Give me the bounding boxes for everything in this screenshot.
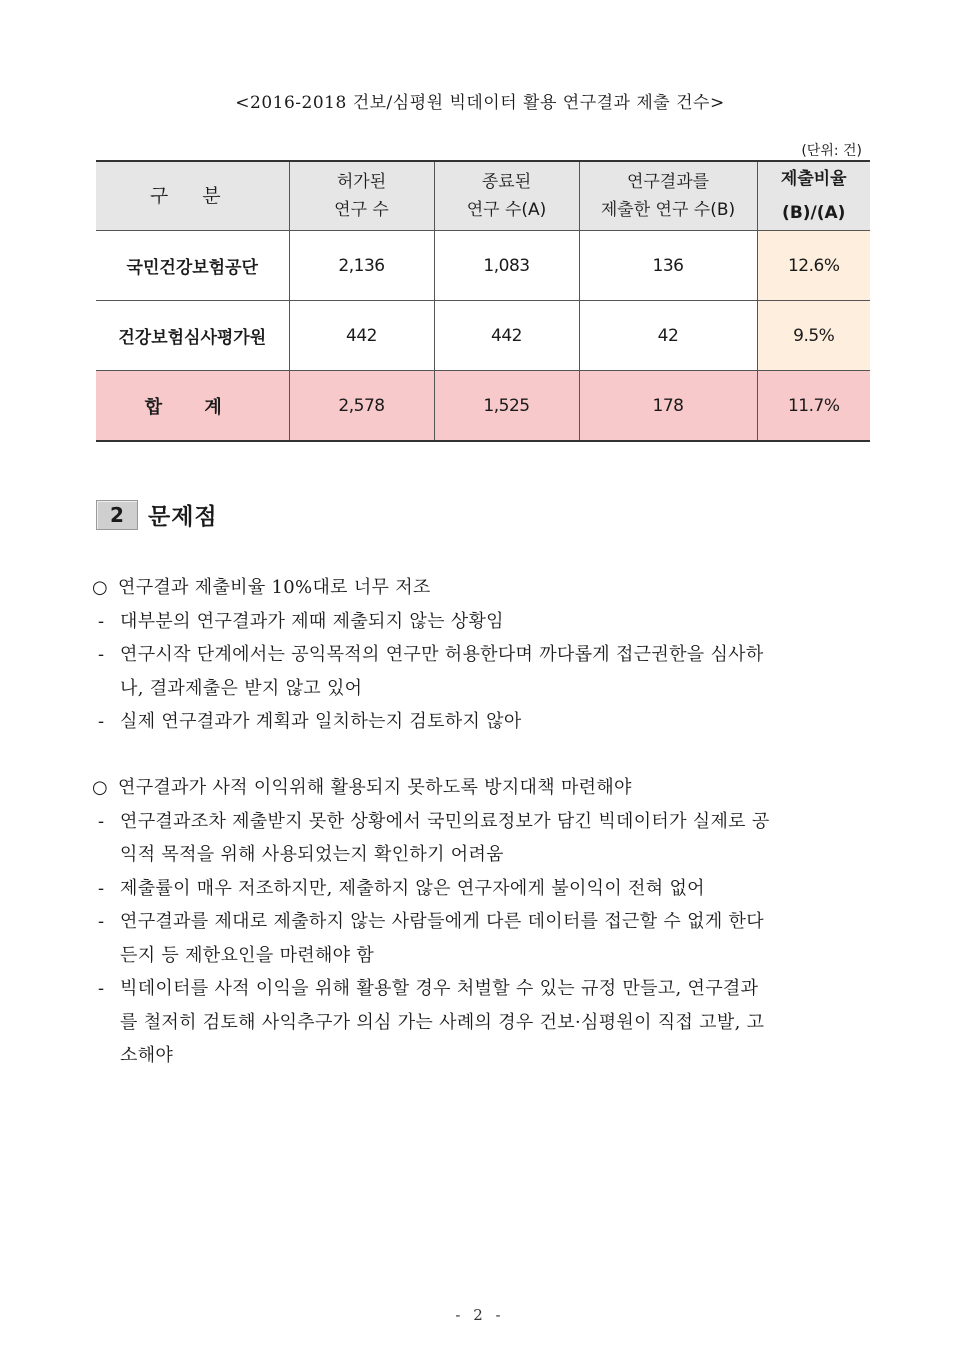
sub-bullet-continuation: 나, 결과제출은 받지 않고 있어 <box>120 677 363 699</box>
completed-count: 442 <box>434 301 579 371</box>
total-submitted: 178 <box>579 371 757 442</box>
permitted-count: 2,136 <box>289 231 434 301</box>
header-ratio <box>757 161 870 231</box>
header-completed <box>434 161 579 231</box>
submitted-count: 42 <box>579 301 757 371</box>
bullet-heading-text: 연구결과가 사적 이익위해 활용되지 못하도록 방지대책 마련해야 <box>118 777 632 798</box>
circle-bullet-icon: ○ <box>92 777 109 798</box>
sub-bullet <box>92 805 872 839</box>
header-permitted-line1: 허가된 <box>336 172 387 192</box>
dash-bullet-icon: - <box>98 711 105 732</box>
sub-bullet-text: 연구결과를 제대로 제출하지 않는 사람들에게 다른 데이터를 접근할 수 없게 한다 <box>120 911 764 932</box>
sub-bullet <box>92 972 872 1006</box>
header-completed-line1: 종료된 <box>481 172 532 192</box>
bullet-heading-text: 연구결과 제출비율 10%대로 너무 저조 <box>118 577 431 598</box>
submission-ratio: 9.5% <box>757 301 870 371</box>
dash-bullet-icon: - <box>98 911 105 932</box>
sub-bullet-continuation: 익적 목적을 위해 사용되었는지 확인하기 어려움 <box>120 844 504 865</box>
table-total-row <box>96 371 870 442</box>
issue-block-prevention <box>92 771 872 1073</box>
circle-bullet-icon: ○ <box>92 577 109 598</box>
sub-bullet-text: 실제 연구결과가 계획과 일치하는지 검토하지 않아 <box>120 711 522 732</box>
table-row <box>96 231 870 301</box>
research-results-table <box>96 160 870 442</box>
total-ratio: 11.7% <box>757 371 870 442</box>
header-ratio-line2: (B)/(A) <box>782 203 846 223</box>
header-completed-line2: 연구 수(A) <box>466 200 547 220</box>
dash-bullet-icon: - <box>98 810 105 832</box>
sub-bullet <box>92 638 872 672</box>
sub-bullet-continuation: 를 철저히 검토해 사익추구가 의심 가는 사례의 경우 건보·심평원이 직접 고발, 고 <box>120 1011 765 1033</box>
section-title: 문제점 <box>148 504 218 530</box>
sub-bullet-text: 연구결과조차 제출받지 못한 상황에서 국민의료정보가 담긴 빅데이터가 실제로 공 <box>120 810 770 832</box>
row-label: 건강보험심사평가원 <box>96 301 289 371</box>
permitted-count: 442 <box>289 301 434 371</box>
sub-bullet-text: 빅데이터를 사적 이익을 위해 활용할 경우 처벌할 수 있는 규정 만들고, 연구결과 <box>120 978 759 999</box>
sub-bullet <box>92 905 872 939</box>
sub-bullet <box>92 705 872 739</box>
total-completed: 1,525 <box>434 371 579 442</box>
header-submitted-line1: 연구결과를 <box>626 172 710 192</box>
sub-bullet-text: 대부분의 연구결과가 제때 제출되지 않는 상황임 <box>120 610 504 632</box>
row-label: 국민건강보험공단 <box>96 231 289 301</box>
page-number: - 2 - <box>455 1306 505 1324</box>
dash-bullet-icon: - <box>98 978 105 999</box>
section-number-badge: 2 <box>96 500 138 530</box>
total-label: 합 계 <box>96 371 289 442</box>
header-category <box>96 161 289 231</box>
sub-bullet-text: 연구시작 단계에서는 공익목적의 연구만 허용한다며 까다롭게 접근권한을 심사하 <box>120 644 764 665</box>
submitted-count: 136 <box>579 231 757 301</box>
submission-ratio: 12.6% <box>757 231 870 301</box>
table-caption: <2016-2018 건보/심평원 빅데이터 활용 연구결과 제출 건수> <box>235 93 725 113</box>
sub-bullet <box>92 872 872 906</box>
header-submitted <box>579 161 757 231</box>
dash-bullet-icon: - <box>98 610 105 632</box>
sub-bullet-continuation: 소해야 <box>120 1045 174 1066</box>
bullet-heading <box>92 771 872 805</box>
section-heading <box>96 498 218 531</box>
header-category-label: 구 분 <box>149 185 235 207</box>
header-ratio-line1: 제출비율 <box>780 169 847 189</box>
total-permitted: 2,578 <box>289 371 434 442</box>
table-header-row <box>96 161 870 231</box>
header-permitted-line2: 연구 수 <box>334 200 389 220</box>
header-submitted-line2: 제출한 연구 수(B) <box>600 200 736 220</box>
sub-bullet-continuation: 든지 등 제한요인을 마련해야 함 <box>120 944 375 966</box>
table-row <box>96 301 870 371</box>
completed-count: 1,083 <box>434 231 579 301</box>
sub-bullet <box>92 605 872 639</box>
bullet-heading <box>92 571 872 605</box>
unit-label: (단위: 건) <box>801 143 862 159</box>
issue-block-low-submission <box>92 571 872 739</box>
header-permitted <box>289 161 434 231</box>
sub-bullet-text: 제출률이 매우 저조하지만, 제출하지 않은 연구자에게 불이익이 전혀 없어 <box>120 877 705 899</box>
dash-bullet-icon: - <box>98 644 105 665</box>
dash-bullet-icon: - <box>98 877 105 899</box>
